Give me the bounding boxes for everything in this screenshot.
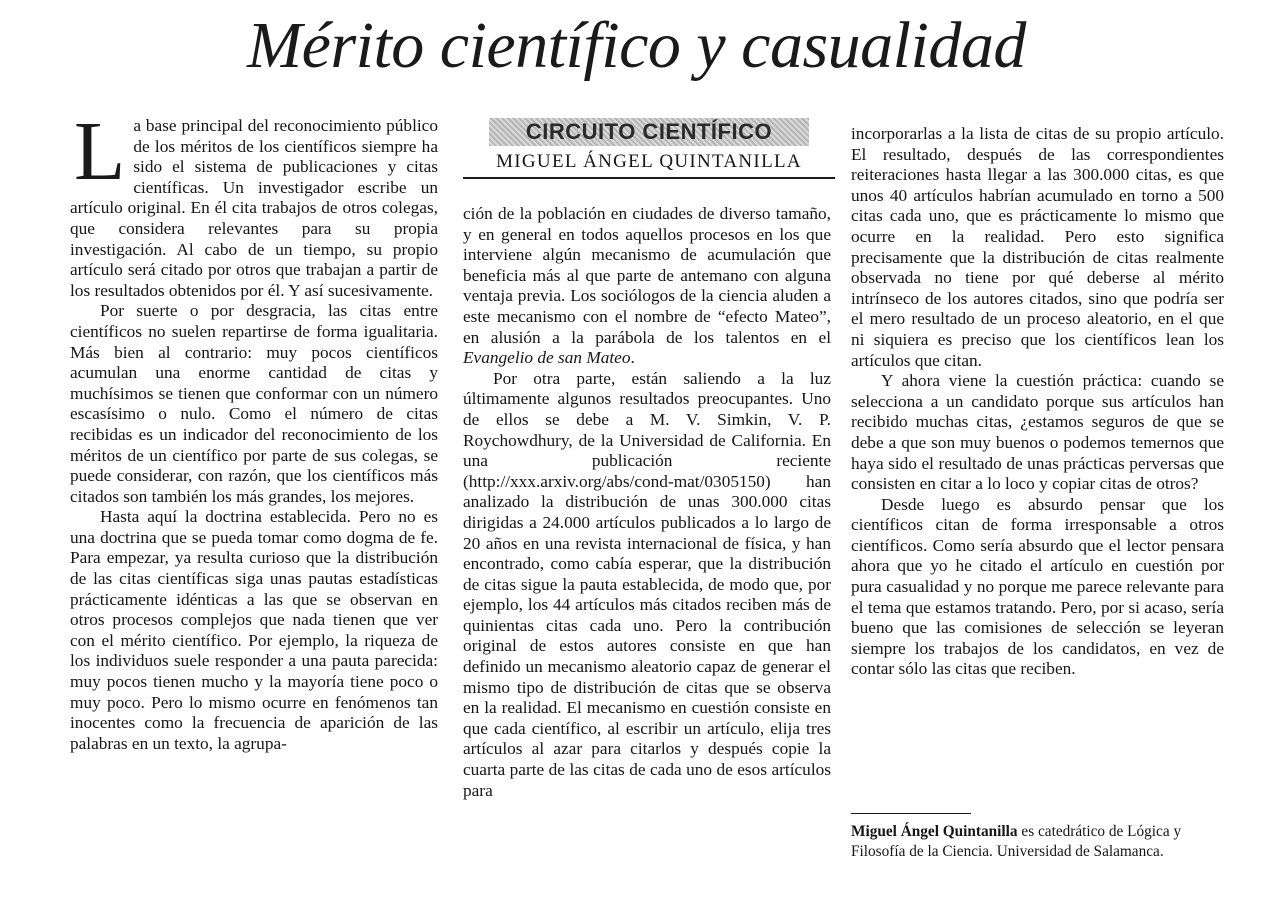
paragraph-3: Hasta aquí la doctrina establecida. Pero no es una doctrina que se pueda tomar como dogma de fe. Para empezar, ya resulta curioso que la distribución de las citas científicas siga unas pautas estadísticas prácticamente idénticas a las que se observan en otros procesos complejos que nada tienen que ver con el mérito científico. Por ejemplo, la riqueza de los individuos suele responder a una pauta parecida: muy pocos tienen mucho y la mayoría tiene poco o muy poco. Pero lo mismo ocurre en fenómenos tan inocentes como la frecuencia de aparición de las palabras en un texto, la agrupa- xyxy=(70,507,438,753)
bio-text: es catedrático de Lógica y Filosofía de la Ciencia. Universidad de Salamanca. xyxy=(851,823,1182,860)
author-bio xyxy=(851,822,1227,862)
section-header xyxy=(463,118,835,184)
paragraph-3-continued xyxy=(463,204,831,369)
paragraph-4-continued: incorporarlas a la lista de citas de su propio artículo. El resultado, después de las correspondientes reiteraciones hasta llegar a las 300.000 citas, es que unos 40 artículos habrían acumulado en torno a 500 citas cada uno, que es prácticamente lo mismo que ocurre en la realidad. Pero esto significa precisamente que la distribución de citas realmente observada no tiene por qué deberse al mérito intrínseco de los autores citados, sino que podría ser el mero resultado de un proceso aleatorio, en el que ni siquiera es preciso que los científicos lean los artículos que citan. xyxy=(851,124,1224,370)
bio-divider xyxy=(851,813,971,814)
column-3 xyxy=(851,124,1224,680)
bio-name: Miguel Ángel Quintanilla xyxy=(851,823,1018,840)
column-1 xyxy=(70,105,438,754)
section-tag: CIRCUITO CIENTÍFICO xyxy=(489,118,809,146)
paragraph-5: Y ahora viene la cuestión práctica: cuando se selecciona a un candidato porque sus artículos han recibido muchas citas, ¿estamos seguros de que se debe a que son muy buenos o podemos temernos que haya sido el resultado de unas prácticas perversas que consisten en citar a lo loco y copiar citas de otros? xyxy=(851,371,1224,494)
paragraph-6: Desde luego es absurdo pensar que los científicos citan de forma irresponsable a otros científicos. Como sería absurdo que el lector pensara ahora que yo he citado el artículo en cuestión por pura casualidad y no porque me parece relevante para el tema que estamos tratando. Pero, por si acaso, sería bueno que las comisiones de selección se leyeran siempre los trabajos de los candidatos, en vez de contar sólo las citas que reciben. xyxy=(851,494,1224,679)
author-byline: MIGUEL ÁNGEL QUINTANILLA xyxy=(463,150,835,179)
paragraph-3-cont-text: ción de la población en ciudades de diverso tamaño, y en general en todos aquellos procesos en los que intervienе algún mecanismo de acumulación que beneficia más al que parte de antemano con alguna ventaja previa. Los sociólogos de la ciencia aluden a este mecanismo con el nombre de “efecto Mateo”, en alusión a la parábola de los talentos en el xyxy=(463,204,831,347)
paragraph-3-end: . xyxy=(630,348,635,368)
drop-cap: L xyxy=(74,105,126,198)
paragraph-2: Por suerte o por desgracia, las citas entre científicos no suelen repartirse de forma igualitaria. Más bien al contrario: muy pocos científicos acumulan una enorme cantidad de citas y muchísimos se tienen que conformar con un número escasísimo o nulo. Como el número de citas recibidas es un indicador del reconocimiento de los méritos de un científico por parte de sus colegas, se puede considerar, con razón, que los científicos más citados son también los más grandes, los mejores. xyxy=(70,301,438,506)
column-2 xyxy=(463,204,831,801)
book-title: Evangelio de san Mateo xyxy=(463,348,631,368)
paragraph-4: Por otra parte, están saliendo a la luz últimamente algunos resultados preocupantes. Uno de ellos se debe a M. V. Simkin, V. P. Roychowdhury, de la Universidad de California. En una publicación reciente (http://xxx.arxiv.org/abs/cond-mat/0305150) han analizado la distribución de unas 300.000 citas dirigidas a 24.000 artículos publicados a lo largo de 20 años en una revista internacional de física, y han encontrado, como cabía esperar, que la distribución de citas sigue la pauta establecida, de modo que, por ejemplo, los 44 artículos más citados reciben más de quinientas citas cada uno. Pero la contribución original de estos autores consiste en que han definido un mecanismo aleatorio capaz de generar el mismo tipo de distribución de citas que se observa en la realidad. El mecanismo en cuestión consiste en que cada científico, al escribir un artículo, elija tres artículos al azar para citarlos y después copie la cuarta parte de las citas de cada uno de esos artículos para xyxy=(463,368,831,800)
article-title: Mérito científico y casualidad xyxy=(247,9,1026,82)
paragraph-1-text: a base principal del reconocimiento público de los méritos de los científicos siempre ha sido el sistema de publicaciones y citas científicas. Un investigador escribe un artículo original. En él cita trabajos de otros colegas, que considera relevantes para su propia investigación. Al cabo de un tiempo, su propio artículo será citado por otros que trabajan a partir de los resultados obtenidos por él. Y así sucesivamente. xyxy=(70,116,438,300)
paragraph-1 xyxy=(70,105,438,301)
